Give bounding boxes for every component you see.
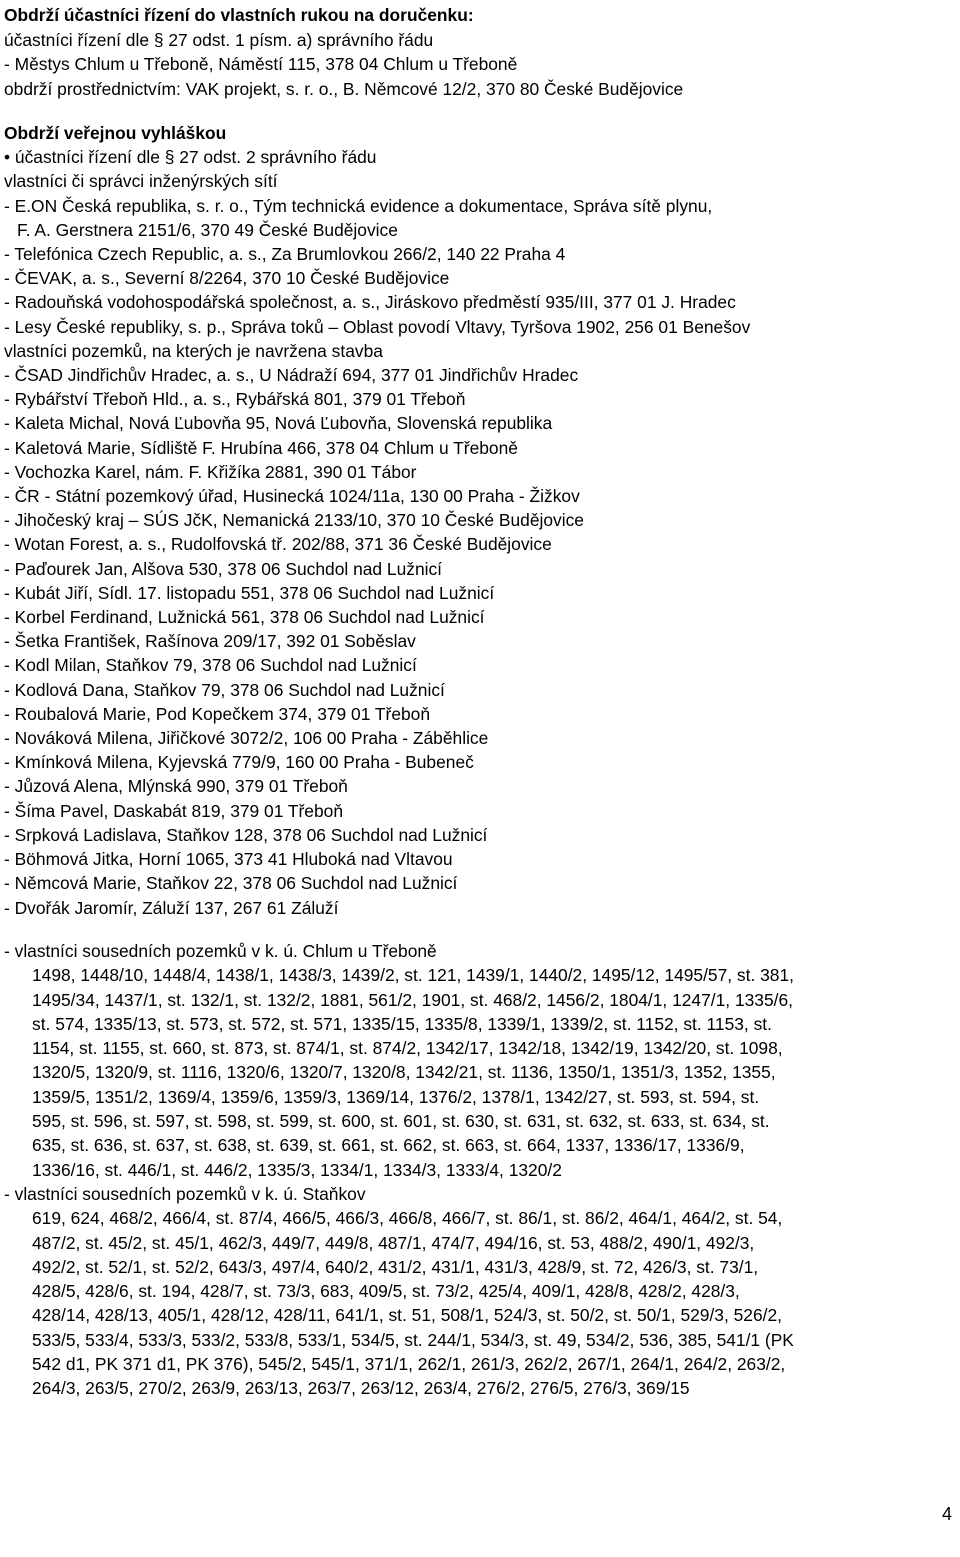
plot-list-line: 1336/16, st. 446/1, st. 446/2, 1335/3, 1334/1, 1334/3, 1333/4, 1320/2 — [32, 1159, 562, 1180]
text-line: obdrží prostřednictvím: VAK projekt, s. r. o., B. Němcové 12/2, 370 80 České Budějovice — [4, 78, 684, 99]
page-number: 4 — [942, 1504, 953, 1524]
list-item: - Kubát Jiří, Sídl. 17. listopadu 551, 378 06 Suchdol nad Lužnicí — [4, 582, 495, 603]
list-item: - Vochozka Karel, nám. F. Křižíka 2881, 390 01 Tábor — [4, 461, 417, 482]
list-item: - Srpková Ladislava, Staňkov 128, 378 06 Suchdol nad Lužnicí — [4, 824, 488, 845]
list-item: - Paďourek Jan, Alšova 530, 378 06 Suchdol nad Lužnicí — [4, 558, 443, 579]
stankov-plots-heading: - vlastníci sousedních pozemků v k. ú. Staňkov — [4, 1183, 366, 1204]
plot-list-line: 1154, st. 1155, st. 660, st. 873, st. 874/1, st. 874/2, 1342/17, 1342/18, 1342/19, 1342/20, st. 1098, — [32, 1038, 783, 1059]
list-item: - E.ON Česká republika, s. r. o., Tým technická evidence a dokumentace, Správa sítě plynu, — [4, 195, 713, 216]
list-item: - ČEVAK, a. s., Severní 8/2264, 370 10 České Budějovice — [4, 268, 450, 289]
text-line: - Městys Chlum u Třeboně, Náměstí 115, 378 04 Chlum u Třeboně — [4, 54, 518, 75]
list-item: - Nováková Milena, Jiřičkové 3072/2, 106 00 Praha - Záběhlice — [4, 728, 489, 749]
list-item: - Radouňská vodohospodářská společnost, a. s., Jiráskovo předměstí 935/III, 377 01 J. Hradec — [4, 292, 736, 313]
list-item: - ČSAD Jindřichův Hradec, a. s., U Nádraží 694, 377 01 Jindřichův Hradec — [4, 365, 579, 386]
list-item: - Kodlová Dana, Staňkov 79, 378 06 Suchdol nad Lužnicí — [4, 679, 445, 700]
recipients-delivery-section — [4, 3, 683, 101]
list-item: - Kaletová Marie, Sídliště F. Hrubína 466, 378 04 Chlum u Třeboně — [4, 437, 518, 458]
list-item: - Jůzová Alena, Mlýnská 990, 379 01 Třeboň — [4, 776, 348, 797]
list-item: vlastníci či správci inženýrských sítí — [4, 171, 278, 192]
list-item: - Šíma Pavel, Daskabát 819, 379 01 Třeboň — [4, 800, 343, 821]
bullet-participants: • účastníci řízení dle § 27 odst. 2 správního řádu — [4, 147, 377, 168]
list-item: F. A. Gerstnera 2151/6, 370 49 České Budějovice — [17, 219, 398, 240]
list-item: - Böhmová Jitka, Horní 1065, 373 41 Hluboká nad Vltavou — [4, 849, 453, 870]
list-item: - Wotan Forest, a. s., Rudolfovská tř. 202/88, 371 36 České Budějovice — [4, 534, 552, 555]
plot-list-line: 1495/34, 1437/1, st. 132/1, st. 132/2, 1881, 561/2, 1901, st. 468/2, 1456/2, 1804/1, 1247/1, 1335/6, — [32, 989, 793, 1010]
text-line: účastníci řízení dle § 27 odst. 1 písm. a) správního řádu — [4, 29, 434, 50]
plot-list-line: 428/5, 428/6, st. 194, 428/7, st. 73/3, 683, 409/5, st. 73/2, 425/4, 409/1, 428/8, 428/2, 428/3, — [32, 1281, 740, 1302]
public-notice-section — [4, 121, 750, 920]
plot-list-line: 533/5, 533/4, 533/3, 533/2, 533/8, 533/1, 534/5, st. 244/1, 534/3, st. 49, 534/2, 536, 385, 541/1 (PK — [32, 1329, 794, 1350]
list-item: - Roubalová Marie, Pod Kopečkem 374, 379 01 Třeboň — [4, 703, 431, 724]
list-item: - Dvořák Jaromír, Záluží 137, 267 61 Záluží — [4, 897, 339, 918]
neighbouring-plots-section — [4, 939, 960, 1401]
list-item: - Rybářství Třeboň Hld., a. s., Rybářská 801, 379 01 Třeboň — [4, 389, 466, 410]
list-item: - Jihočeský kraj – SÚS JčK, Nemanická 2133/10, 370 10 České Budějovice — [4, 510, 584, 531]
list-item: - ČR - Státní pozemkový úřad, Husinecká 1024/11a, 130 00 Praha - Žižkov — [4, 486, 580, 507]
plot-list-line: 492/2, st. 52/1, st. 52/2, 643/3, 497/4, 640/2, 431/2, 431/1, 431/3, 428/9, st. 72, 426/3, st. 73/1, — [32, 1256, 759, 1277]
list-item: - Kaleta Michal, Nová Ľubovňa 95, Nová Ľubovňa, Slovenská republika — [4, 413, 553, 434]
list-item: - Korbel Ferdinand, Lužnická 561, 378 06 Suchdol nad Lužnicí — [4, 607, 485, 628]
plot-list-line: 595, st. 596, st. 597, st. 598, st. 599, st. 600, st. 601, st. 630, st. 631, st. 632, st. 633, st. 634, st. — [32, 1111, 770, 1132]
list-item: - Němcová Marie, Staňkov 22, 378 06 Suchdol nad Lužnicí — [4, 873, 458, 894]
list-item: - Lesy České republiky, s. p., Správa toků – Oblast povodí Vltavy, Tyršova 1902, 256 01 Benešov — [4, 316, 751, 337]
list-item: - Kmínková Milena, Kyjevská 779/9, 160 00 Praha - Bubeneč — [4, 752, 474, 773]
plot-list-line: 264/3, 263/5, 270/2, 263/9, 263/13, 263/7, 263/12, 263/4, 276/2, 276/5, 276/3, 369/15 — [32, 1378, 690, 1399]
list-item: vlastníci pozemků, na kterých je navržena stavba — [4, 340, 383, 361]
plot-list-line: 635, st. 636, st. 637, st. 638, st. 639, st. 661, st. 662, st. 663, st. 664, 1337, 1336/17, 1336/9, — [32, 1135, 745, 1156]
list-item: - Šetka František, Rašínova 209/17, 392 01 Soběslav — [4, 631, 416, 652]
plot-list-line: 1320/5, 1320/9, st. 1116, 1320/6, 1320/7, 1320/8, 1342/21, st. 1136, 1350/1, 1351/3, 1352, 1355, — [32, 1062, 776, 1083]
plot-list-line: 487/2, st. 45/2, st. 45/1, 462/3, 449/7, 449/8, 487/1, 474/7, 494/16, st. 53, 488/2, 490/1, 492/3, — [32, 1232, 755, 1253]
plot-list-line: 1359/5, 1351/2, 1369/4, 1359/6, 1359/3, 1369/14, 1376/2, 1378/1, 1342/27, st. 593, st. 594, st. — [32, 1086, 760, 1107]
plot-list-line: 1498, 1448/10, 1448/4, 1438/1, 1438/3, 1439/2, st. 121, 1439/1, 1440/2, 1495/12, 1495/57, st. 381, — [32, 965, 794, 986]
plot-list-line: 619, 624, 468/2, 466/4, st. 87/4, 466/5, 466/3, 466/8, 466/7, st. 86/1, st. 86/2, 464/1, 464/2, st. 54, — [32, 1208, 783, 1229]
section-heading-public-notice: Obdrží veřejnou vyhláškou — [4, 123, 227, 143]
chlum-plots-heading: - vlastníci sousedních pozemků v k. ú. Chlum u Třeboně — [4, 941, 437, 961]
list-item: - Telefónica Czech Republic, a. s., Za Brumlovkou 266/2, 140 22 Praha 4 — [4, 244, 566, 265]
plot-list-line: st. 574, 1335/13, st. 573, st. 572, st. 571, 1335/15, 1335/8, 1339/1, 1339/2, st. 1152, st. 1153, st. — [32, 1013, 772, 1034]
plot-list-line: 542 d1, PK 371 d1, PK 376), 545/2, 545/1, 371/1, 262/1, 261/3, 262/2, 267/1, 264/1, 264/2, 263/2, — [32, 1354, 786, 1375]
plot-list-line: 428/14, 428/13, 405/1, 428/12, 428/11, 641/1, st. 51, 508/1, 524/3, st. 50/2, st. 50/1, 529/3, 526/2, — [32, 1305, 782, 1326]
section-heading-delivery: Obdrží účastníci řízení do vlastních rukou na doručenku: — [4, 5, 474, 25]
list-item: - Kodl Milan, Staňkov 79, 378 06 Suchdol nad Lužnicí — [4, 655, 417, 676]
